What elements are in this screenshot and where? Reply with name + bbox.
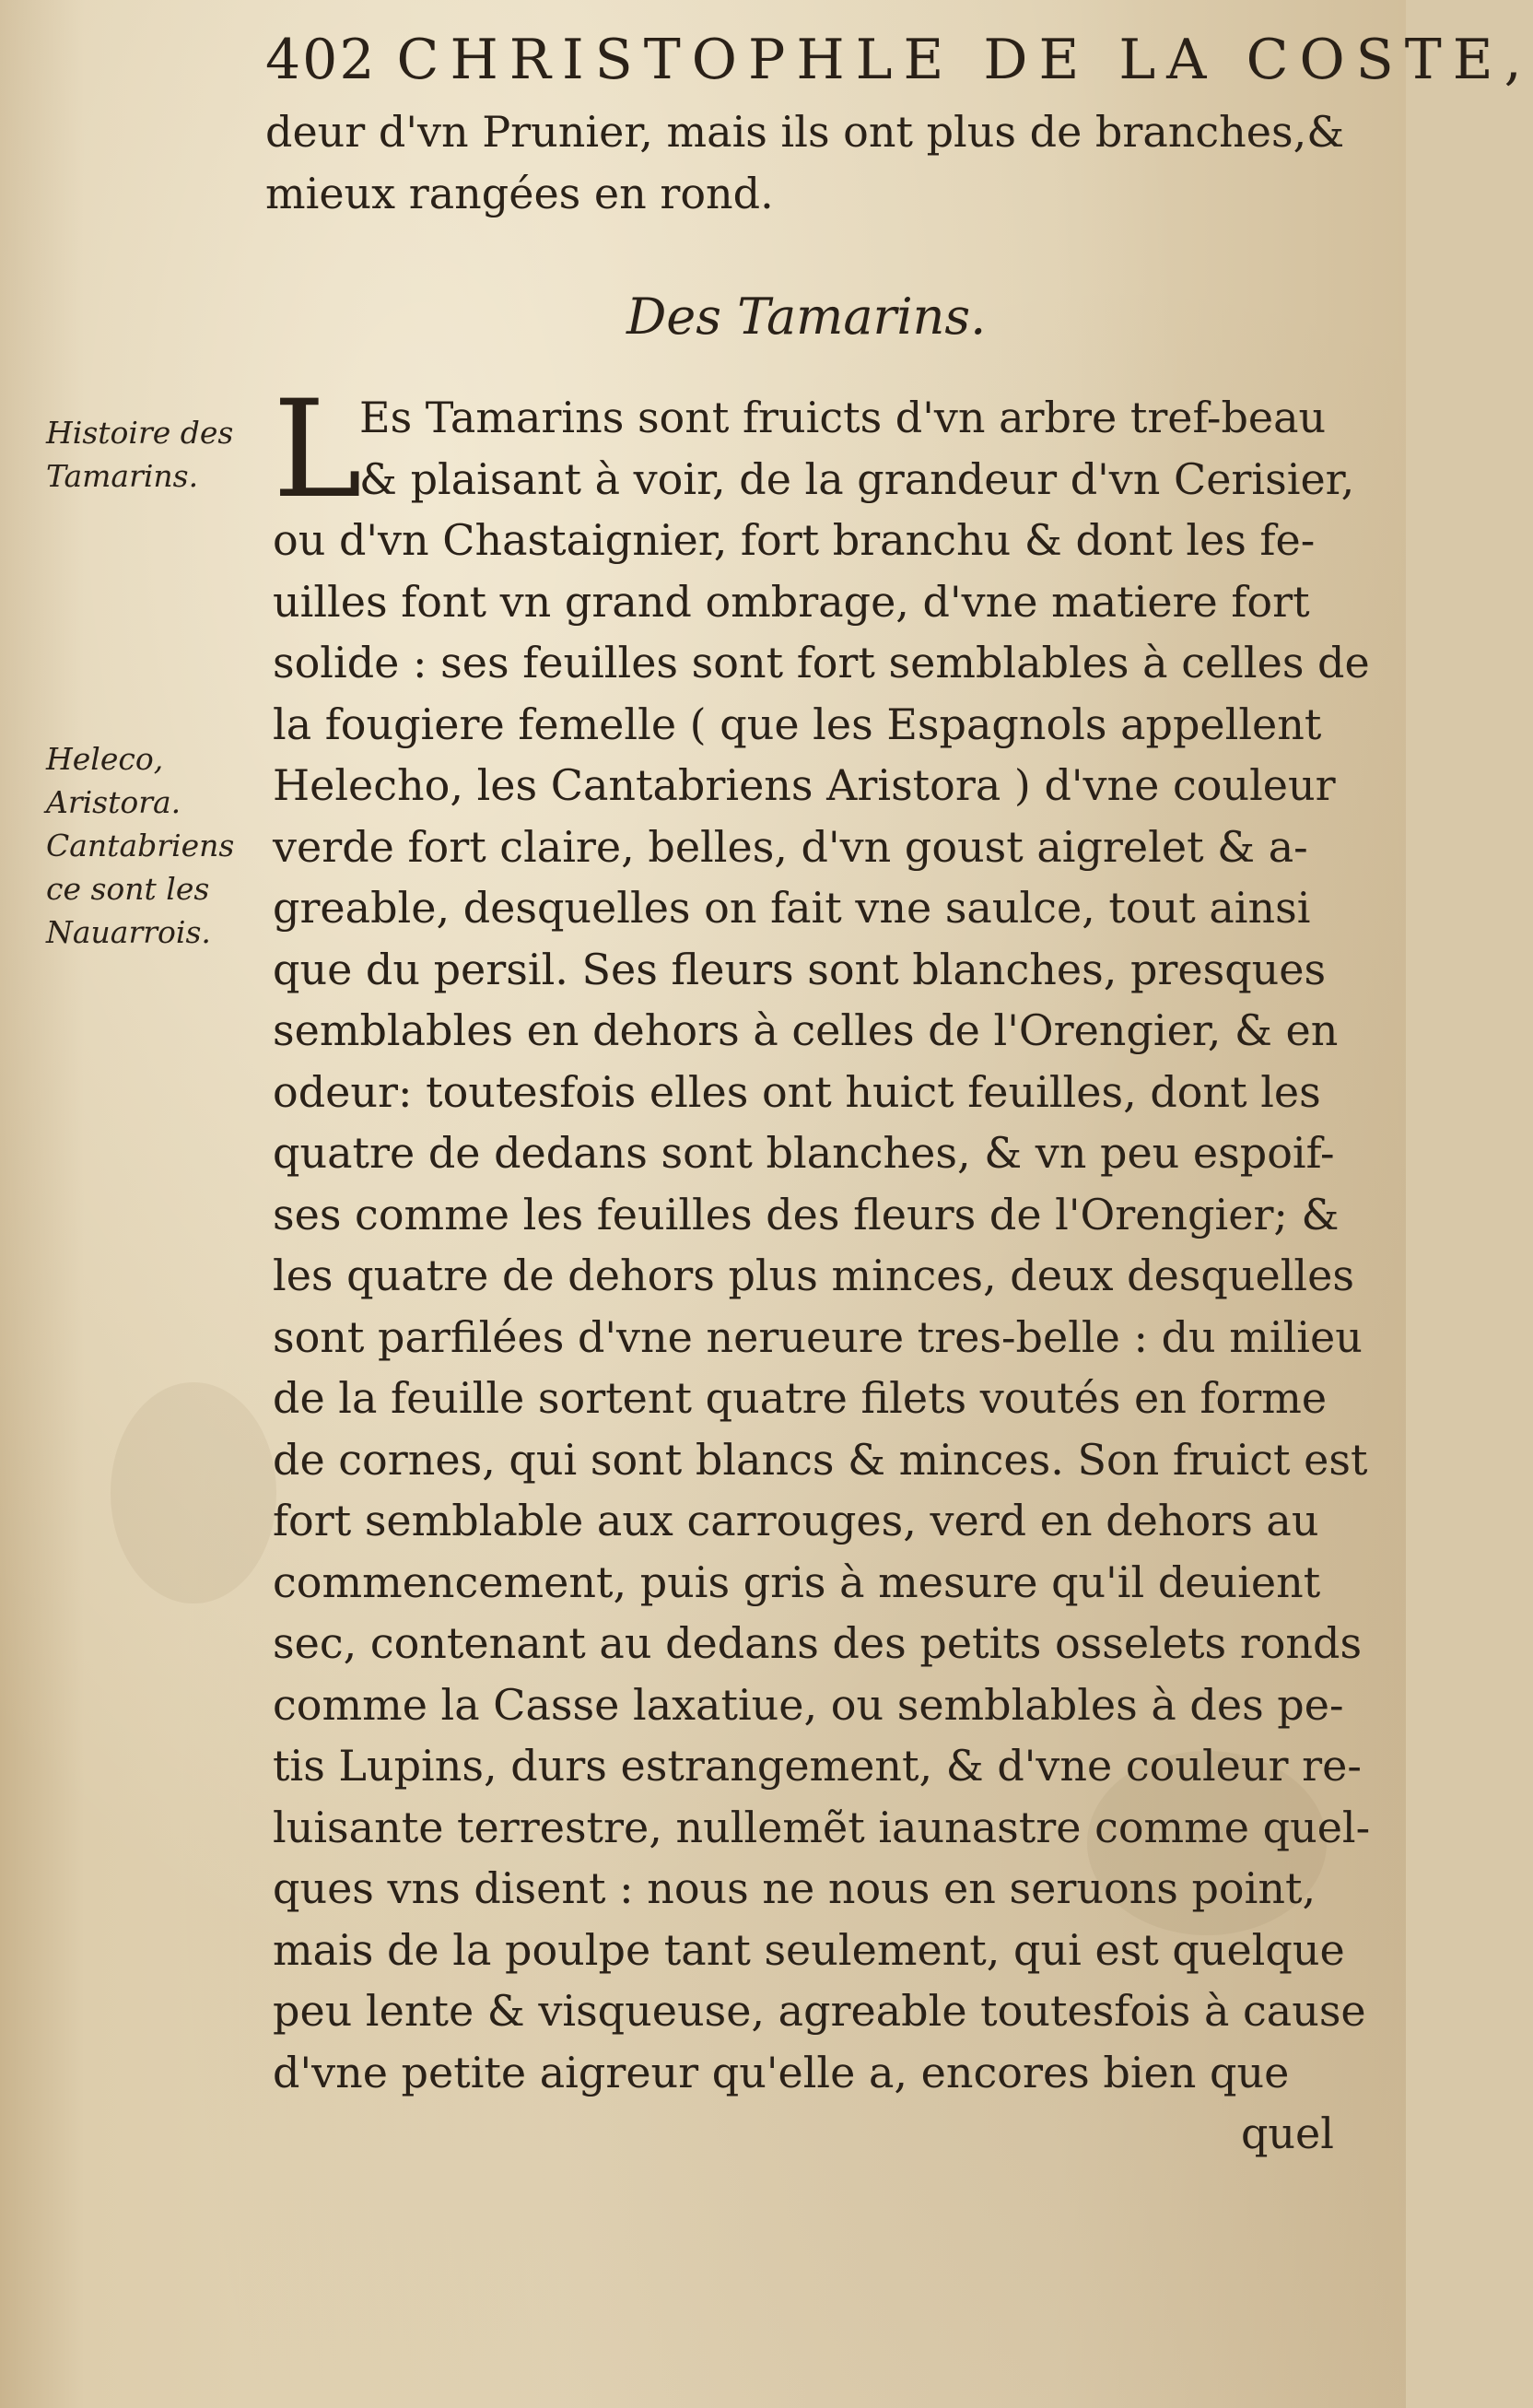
text-line: de la feuille sortent quatre filets voutés en forme <box>273 1373 1328 1423</box>
text-line: solide : ses feuilles sont fort semblables à celles de <box>273 638 1370 687</box>
margin-note-histoire <box>46 411 267 498</box>
margin-note-line: Nauarrois. <box>46 914 211 950</box>
text-line: semblables en dehors à celles de l'Orengier, & en <box>273 1005 1339 1055</box>
text-line: luisante terrestre, nullemẽt iaunastre comme quel- <box>273 1802 1371 1852</box>
text-line: Helecho, les Cantabriens Aristora ) d'vne couleur <box>273 760 1336 810</box>
margin-note-line: Heleco, <box>46 741 164 777</box>
page-header <box>265 28 1533 112</box>
text-line: que du persil. Ses fleurs sont blanches, presques <box>273 944 1327 994</box>
text-line: verde fort claire, belles, d'vn goust aigrelet & a- <box>273 821 1308 872</box>
text-line: & plaisant à voir, de la grandeur d'vn Cerisier, <box>359 453 1355 504</box>
text-line: les quatre de dehors plus minces, deux desquelles <box>273 1251 1354 1300</box>
margin-note-line: Cantabriens <box>46 828 235 863</box>
text-line: quatre de dedans sont blanches, & vn peu espoif- <box>273 1128 1335 1178</box>
running-head: CHRISTOPHLE DE LA COSTE, <box>396 28 1533 92</box>
text-line: ou d'vn Chastaignier, fort branchu & dont les fe- <box>273 515 1316 565</box>
text-line: commencement, puis gris à mesure qu'il deuient <box>273 1556 1321 1607</box>
text-line: Es Tamarins sont fruicts d'vn arbre tref-beau <box>359 393 1327 442</box>
text-line: peu lente & visqueuse, agreable toutesfois à cause <box>273 1986 1366 2036</box>
text-line: ses comme les feuilles des fleurs de l'Orengier; & <box>273 1189 1340 1239</box>
text-line: comme la Casse laxatiue, ou semblables à des pe- <box>273 1679 1344 1730</box>
margin-note-line: Tamarins. <box>46 458 199 494</box>
text-line: greable, desquelles on fait vne saulce, tout ainsi <box>273 883 1311 933</box>
text-line: odeur: toutesfois elles ont huict feuilles, dont les <box>273 1066 1321 1117</box>
margin-note-heleco <box>46 737 267 954</box>
text-line: d'vne petite aigreur qu'elle a, encores bien que <box>273 2047 1290 2097</box>
text-line: ques vns disent : nous ne nous en seruons point, <box>273 1863 1317 1913</box>
continued-paragraph <box>265 101 1352 224</box>
text-line: tis Lupins, durs estrangement, & d'vne couleur re- <box>273 1741 1362 1791</box>
text-line: sont parfilées d'vne nerueure tres-belle : du milieu <box>273 1311 1363 1362</box>
margin-note-line: Aristora. <box>46 784 181 820</box>
text-line: mais de la poulpe tant seulement, qui est quelque <box>273 1924 1345 1975</box>
text-line: de cornes, qui sont blancs & minces. Son fruict est <box>273 1434 1368 1485</box>
catchword: quel <box>1240 2108 1334 2158</box>
drop-cap: L <box>273 371 362 528</box>
text-line: uilles font vn grand ombrage, d'vne matiere fort <box>273 576 1310 627</box>
page-number: 402 <box>265 28 377 92</box>
text-line: sec, contenant au dedans des petits osselets ronds <box>273 1618 1363 1668</box>
text-line: fort semblable aux carrouges, verd en dehors au <box>273 1496 1319 1545</box>
margin-note-line: ce sont les <box>46 871 210 907</box>
main-paragraph <box>273 371 1371 2165</box>
section-title: Des Tamarins. <box>626 288 987 346</box>
text-line: mieux rangées en rond. <box>265 168 774 218</box>
text-line: la fougiere femelle ( que les Espagnols appellent <box>273 699 1322 749</box>
text-line: deur d'vn Prunier, mais ils ont plus de branches,& <box>265 107 1345 157</box>
margin-note-line: Histoire des <box>46 415 234 451</box>
paper-stain <box>111 1382 276 1603</box>
